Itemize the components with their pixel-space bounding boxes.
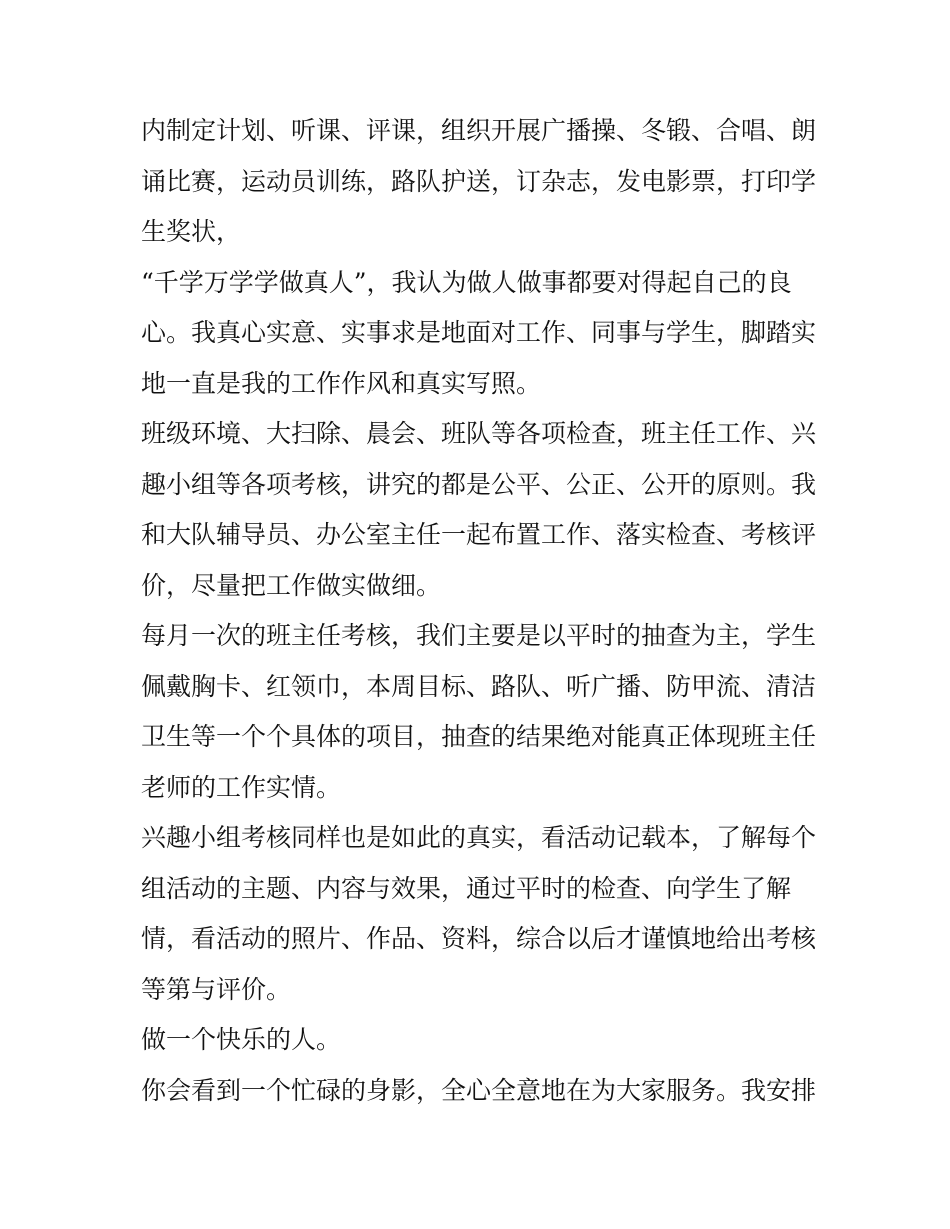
paragraph-6: 做一个快乐的人。 (141, 1025, 342, 1054)
paragraph-3: 班级环境、大扫除、晨会、班队等各项检查，班主任工作、兴趣小组等各项考核，讲究的都是公平、公正、公开的原则。我和大队辅导员、办公室主任一起布置工作、落实检查、考核评价，尽量把工作做实做细。 (141, 419, 817, 600)
paragraph-7: 你会看到一个忙碌的身影，全心全意地在为大家服务。我安排 (141, 1075, 817, 1105)
paragraph-5: 兴趣小组考核同样也是如此的真实，看活动记载本，了解每个组活动的主题、内容与效果，通过平时的检查、向学生了解情，看活动的照片、作品、资料，综合以后才谨慎地给出考核等第与评价。 (141, 823, 817, 1004)
paragraph-2: “千学万学学做真人”，我认为做人做事都要对得起自己的良心。我真心实意、实事求是地面对工作、同事与学生，脚踏实地一直是我的工作作风和真实写照。 (141, 267, 817, 398)
document-body (141, 106, 816, 1116)
paragraph-1: 内制定计划、听课、评课，组织开展广播操、冬锻、合唱、朗诵比赛，运动员训练，路队护送，订杂志，发电影票，打印学生奖状， (141, 116, 817, 246)
paragraph-4: 每月一次的班主任考核，我们主要是以平时的抽查为主，学生佩戴胸卡、红领巾，本周目标、路队、听广播、防甲流、清洁卫生等一个个具体的项目，抽查的结果绝对能真正体现班主任老师的工作实情。 (141, 621, 817, 802)
